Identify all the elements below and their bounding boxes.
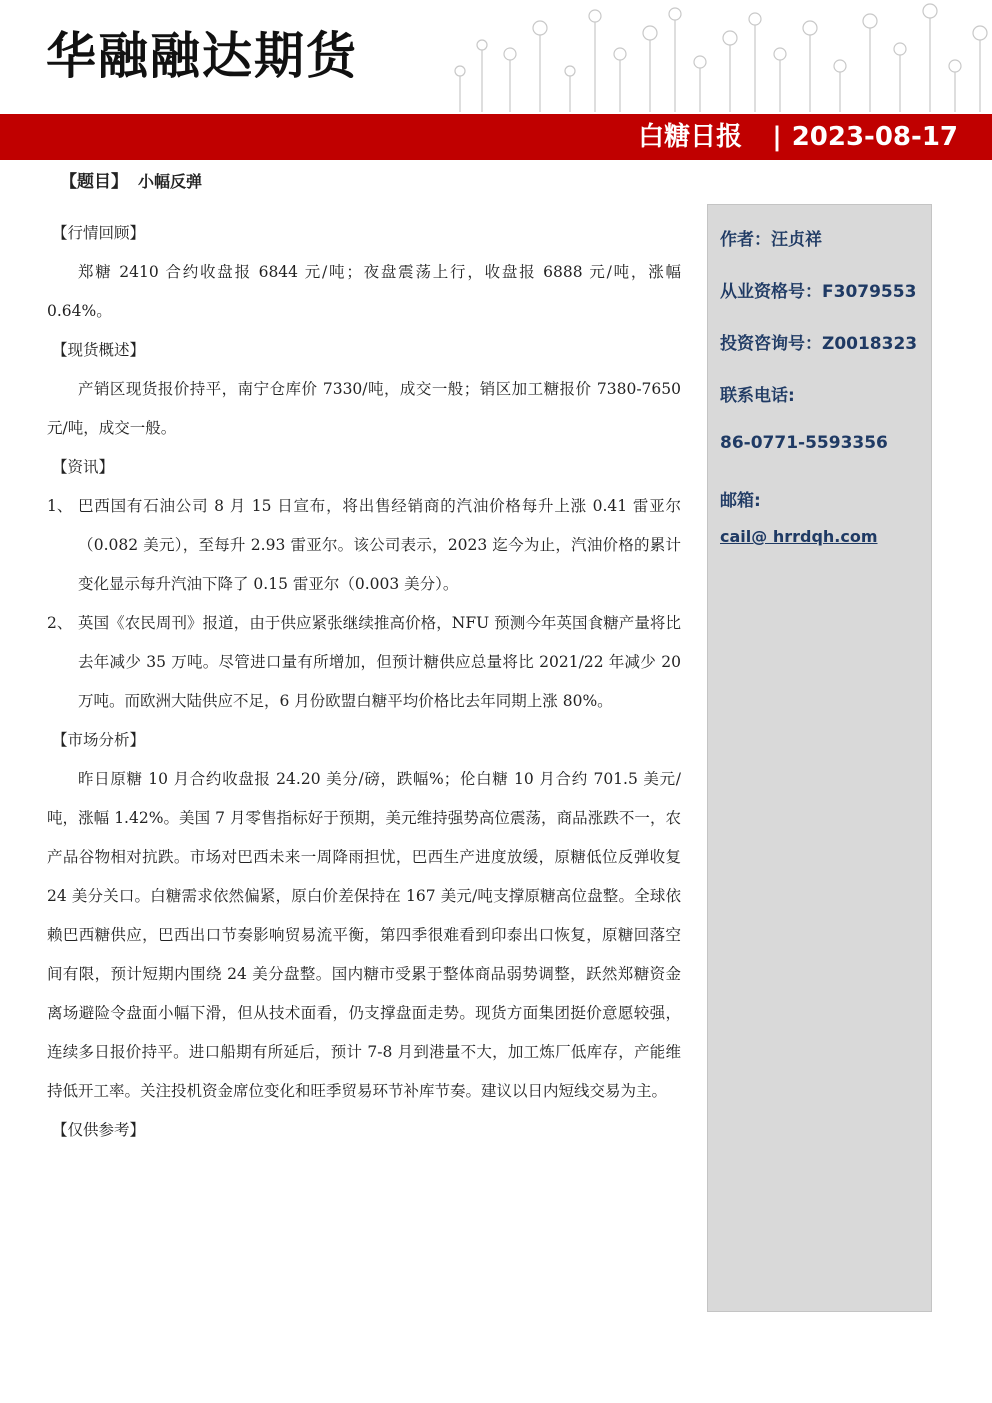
news-number: 1、 xyxy=(47,497,73,515)
news-number: 2、 xyxy=(47,614,73,632)
review-text: 郑糖 2410 合约收盘报 6844 元/吨；夜盘震荡上行，收盘报 6888 元/吨，涨幅 0.64%。 xyxy=(47,263,681,320)
qualification-number: 从业资格号：F3079553 xyxy=(720,282,917,302)
phone-number: 86-0771-5593356 xyxy=(720,433,888,453)
topic xyxy=(60,168,202,196)
title-separator: | xyxy=(772,122,782,152)
company-logo: 华融融达期货 xyxy=(46,27,358,85)
email-link[interactable]: cail@ hrrdqh.com xyxy=(720,527,878,546)
news-item xyxy=(47,487,681,604)
page-header xyxy=(0,0,992,160)
title-banner xyxy=(0,114,992,160)
section-heading-news: 【资讯】 xyxy=(52,458,115,476)
email-label: 邮箱: xyxy=(720,491,761,511)
section-heading-spot: 【现货概述】 xyxy=(52,341,146,359)
decorative-pattern xyxy=(430,0,992,112)
report-body xyxy=(47,214,681,1150)
news-item xyxy=(47,604,681,721)
section-heading-review: 【行情回顾】 xyxy=(52,224,146,242)
author-name: 作者：汪贞祥 xyxy=(720,230,822,250)
section-heading-analysis: 【市场分析】 xyxy=(52,731,146,749)
author-sidebar xyxy=(707,204,932,1312)
topic-value: 小幅反弹 xyxy=(138,172,203,191)
section-heading-reference: 【仅供参考】 xyxy=(52,1121,146,1139)
news-text: 巴西国有石油公司 8 月 15 日宣布，将出售经销商的汽油价格每升上涨 0.41 雷亚尔（0.082 美元），至每升 2.93 雷亚尔。该公司表示，2023 迄今为止，汽油价格的累计变化显示每升汽油下降了 0.15 雷亚尔（0.003 美分）。 xyxy=(78,497,681,593)
topic-label: 【题目】 xyxy=(60,172,128,192)
news-text: 英国《农民周刊》报道，由于供应紧张继续推高价格，NFU 预测今年英国食糖产量将比去年减少 35 万吨。尽管进口量有所增加，但预计糖供应总量将比 2021/22 年减少 20 万吨。而欧洲大陆供应不足，6 月份欧盟白糖平均价格比去年同期上涨 80%。 xyxy=(78,614,681,710)
analysis-text: 昨日原糖 10 月合约收盘报 24.20 美分/磅，跌幅%；伦白糖 10 月合约 701.5 美元/吨，涨幅 1.42%。美国 7 月零售指标好于预期，美元维持强势高位震荡，商品涨跌不一，农产品谷物相对抗跌。市场对巴西未来一周降雨担忧，巴西生产进度放缓，原糖低位反弹收复 24 美分关口。白糖需求依然偏紧，原白价差保持在 167 美元/吨支撑原糖高位盘整。全球依赖巴西糖供应，巴西出口节奏影响贸易流平衡，第四季很难看到印泰出口恢复，原糖回落空间有限，预计短期内围绕 24 美分盘整。国内糖市受累于整体商品弱势调整，跃然郑糖资金离场避险令盘面小幅下滑，但从技术面看，仍支撑盘面走势。现货方面集团挺价意愿较强，连续多日报价持平。进口船期有所延后，预计 7-8 月到港量不大，加工炼厂低库存，产能维持低开工率。关注投机资金席位变化和旺季贸易环节补库节奏。建议以日内短线交易为主。 xyxy=(47,770,681,1100)
report-date: 2023-08-17 xyxy=(791,122,958,152)
report-name: 白糖日报 xyxy=(638,122,743,152)
phone-label: 联系电话: xyxy=(720,386,795,406)
report-title xyxy=(638,114,958,160)
consult-number: 投资咨询号：Z0018323 xyxy=(720,334,918,354)
spot-text: 产销区现货报价持平，南宁仓库价 7330/吨，成交一般；销区加工糖报价 7380-7650 元/吨，成交一般。 xyxy=(47,380,681,437)
